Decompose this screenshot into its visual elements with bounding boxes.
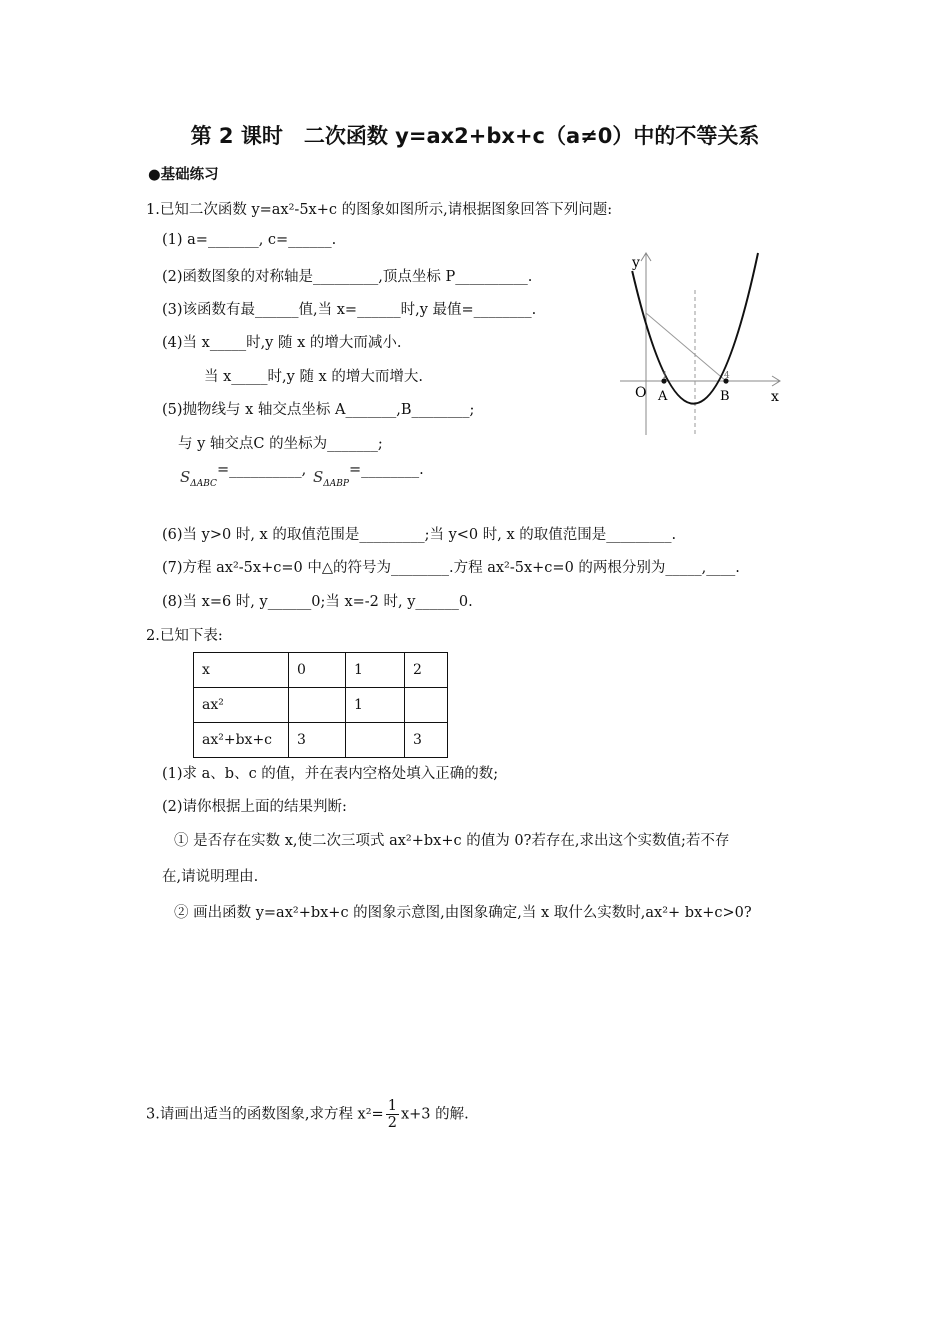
area-abc-expression	[180, 462, 307, 489]
area-blank: =__________,	[216, 462, 307, 478]
q1-part-1: (1) a=_______, c=______.	[162, 232, 337, 248]
area-abp-expression	[313, 462, 424, 489]
q2-part-2: (2)请你根据上面的结果判断:	[162, 799, 347, 815]
origin-label: O	[635, 385, 647, 401]
table-cell	[346, 723, 405, 758]
area-symbol: S	[313, 468, 324, 486]
q1-part-6: (6)当 y>0 时, x 的取值范围是_________;当 y<0 时, x 的取值范围是_________.	[162, 527, 677, 543]
question-2-stem: 2.已知下表:	[146, 628, 223, 644]
q1-part-5a: (5)抛物线与 x 轴交点坐标 A_______,B________;	[162, 402, 475, 418]
q1-part-4a: (4)当 x_____时,y 随 x 的增大而减小.	[162, 335, 402, 351]
area-subscript: ΔABC	[190, 478, 217, 489]
parabola-graph	[610, 245, 800, 445]
q1-part-3: (3)该函数有最______值,当 x=______时,y 最值=________.	[162, 302, 537, 318]
point-b-label: B	[720, 389, 730, 404]
table-cell: x	[194, 653, 289, 688]
page-title: 第 2 课时 二次函数 y=ax2+bx+c（a≠0）中的不等关系	[190, 124, 760, 148]
q1-part-5b: 与 y 轴交点C 的坐标为_______;	[178, 436, 383, 452]
line-cb	[646, 313, 726, 381]
table-row	[194, 723, 448, 758]
area-blank: =________.	[348, 462, 424, 478]
fraction-numerator: 1	[387, 1098, 397, 1114]
tick-label: 4	[724, 371, 730, 381]
table-cell	[289, 688, 346, 723]
table-row	[194, 653, 448, 688]
q1-part-4b: 当 x_____时,y 随 x 的增大而增大.	[204, 369, 423, 385]
question-3	[146, 1098, 469, 1131]
q1-part-8: (8)当 x=6 时, y______0;当 x=-2 时, y______0.	[162, 594, 473, 610]
fraction	[386, 1098, 399, 1131]
q2-part-1: (1)求 a、b、c 的值，并在表内空格处填入正确的数;	[162, 766, 499, 782]
values-table	[193, 652, 448, 758]
question-1-stem: 1.已知二次函数 y=ax²-5x+c 的图象如图所示,请根据图象回答下列问题:	[146, 202, 613, 218]
q2-part-2a-line-1: ① 是否存在实数 x,使二次三项式 ax²+bx+c 的值为 0?若存在,求出这个实数值;若不存	[174, 833, 730, 849]
x-axis-label: x	[771, 389, 779, 405]
q3-text-after: x+3 的解.	[400, 1106, 469, 1123]
table-cell: 1	[346, 688, 405, 723]
area-symbol: S	[180, 468, 191, 486]
area-subscript: ΔABP	[323, 478, 349, 489]
table-cell: 1	[346, 653, 405, 688]
table-cell: 3	[405, 723, 448, 758]
table-cell: 3	[289, 723, 346, 758]
section-heading: ●基础练习	[148, 167, 219, 183]
y-axis-label: y	[632, 255, 640, 271]
q3-text-before: 3.请画出适当的函数图象,求方程 x²=	[146, 1106, 384, 1123]
table-cell: 2	[405, 653, 448, 688]
table-cell: ax²+bx+c	[194, 723, 289, 758]
table-cell	[405, 688, 448, 723]
point-a-label: A	[658, 389, 668, 404]
q2-part-2b: ② 画出函数 y=ax²+bx+c 的图象示意图,由图象确定,当 x 取什么实数时,ax²+ bx+c>0?	[174, 905, 752, 921]
fraction-denominator: 2	[387, 1115, 397, 1131]
table-cell: 0	[289, 653, 346, 688]
q1-part-2: (2)函数图象的对称轴是_________,顶点坐标 P__________.	[162, 269, 533, 285]
table-cell: ax²	[194, 688, 289, 723]
tick-label: 1	[662, 371, 668, 381]
table-row	[194, 688, 448, 723]
q2-part-2a-line-2: 在,请说明理由.	[162, 869, 259, 885]
q1-part-7: (7)方程 ax²-5x+c=0 中△的符号为________.方程 ax²-5x+c=0 的两根分别为_____,____.	[162, 560, 740, 576]
